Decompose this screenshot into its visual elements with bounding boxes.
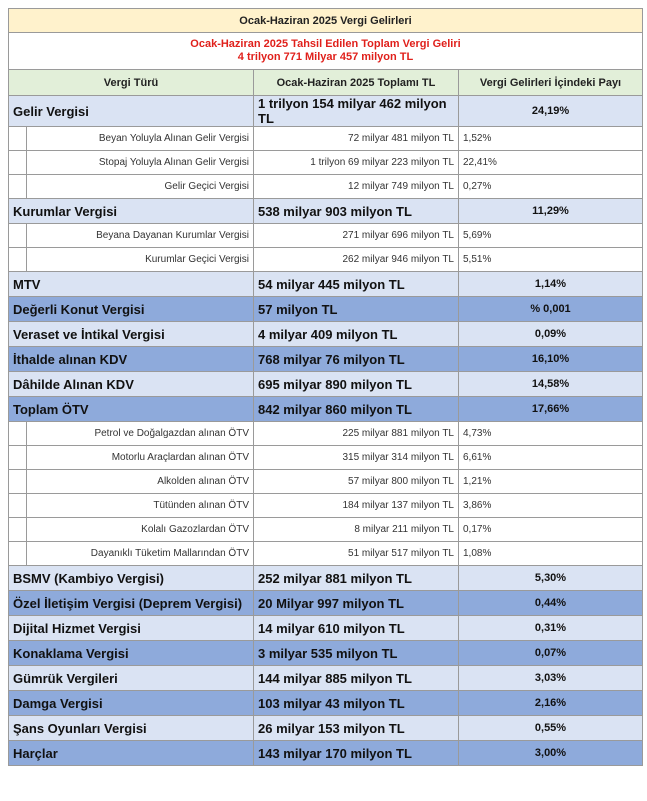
- summary-row: [9, 33, 643, 70]
- tax-row: [9, 272, 643, 297]
- indent-cell: [9, 518, 27, 542]
- tax-share: 1,14%: [459, 272, 643, 297]
- tax-share: 0,07%: [459, 641, 643, 666]
- tax-share: 17,66%: [459, 397, 643, 422]
- indent-cell: [9, 494, 27, 518]
- tax-name: Gelir Vergisi: [9, 96, 254, 127]
- tax-row: [9, 741, 643, 766]
- tax-subrow: [9, 224, 643, 248]
- subtax-amount: 12 milyar 749 milyon TL: [254, 175, 459, 199]
- tax-share: 24,19%: [459, 96, 643, 127]
- subtax-share: 6,61%: [459, 446, 643, 470]
- tax-amount: 54 milyar 445 milyon TL: [254, 272, 459, 297]
- indent-cell: [9, 151, 27, 175]
- tax-share: 0,09%: [459, 322, 643, 347]
- tax-row: [9, 691, 643, 716]
- indent-cell: [9, 175, 27, 199]
- subtax-name: Kolalı Gazozlardan ÖTV: [27, 518, 254, 542]
- tax-row: [9, 566, 643, 591]
- indent-cell: [9, 422, 27, 446]
- tax-name: BSMV (Kambiyo Vergisi): [9, 566, 254, 591]
- summary-label: Ocak-Haziran 2025 Tahsil Edilen Toplam Vergi Geliri: [190, 38, 461, 50]
- indent-cell: [9, 446, 27, 470]
- tax-row: [9, 641, 643, 666]
- tax-subrow: [9, 494, 643, 518]
- subtax-amount: 57 milyar 800 milyon TL: [254, 470, 459, 494]
- tax-amount: 103 milyar 43 milyon TL: [254, 691, 459, 716]
- subtax-name: Dayanıklı Tüketim Mallarından ÖTV: [27, 542, 254, 566]
- tax-amount: 4 milyar 409 milyon TL: [254, 322, 459, 347]
- subtax-amount: 184 milyar 137 milyon TL: [254, 494, 459, 518]
- tax-row: [9, 666, 643, 691]
- subtax-name: Beyan Yoluyla Alınan Gelir Vergisi: [27, 127, 254, 151]
- subtax-amount: 1 trilyon 69 milyar 223 milyon TL: [254, 151, 459, 175]
- tax-row: [9, 616, 643, 641]
- subtax-name: Beyana Dayanan Kurumlar Vergisi: [27, 224, 254, 248]
- table-body: [9, 9, 643, 766]
- tax-name: Toplam ÖTV: [9, 397, 254, 422]
- subtax-share: 3,86%: [459, 494, 643, 518]
- tax-share: % 0,001: [459, 297, 643, 322]
- tax-share: 0,31%: [459, 616, 643, 641]
- tax-share: 0,55%: [459, 716, 643, 741]
- tax-row: [9, 716, 643, 741]
- tax-row: [9, 372, 643, 397]
- title-row: [9, 9, 643, 33]
- subtax-share: 4,73%: [459, 422, 643, 446]
- tax-row: [9, 297, 643, 322]
- subtax-share: 0,27%: [459, 175, 643, 199]
- tax-row: [9, 347, 643, 372]
- tax-row: [9, 96, 643, 127]
- tax-name: Kurumlar Vergisi: [9, 199, 254, 224]
- tax-name: İthalde alınan KDV: [9, 347, 254, 372]
- subtax-share: 0,17%: [459, 518, 643, 542]
- subtax-amount: 51 milyar 517 milyon TL: [254, 542, 459, 566]
- tax-subrow: [9, 248, 643, 272]
- tax-share: 2,16%: [459, 691, 643, 716]
- tax-name: Damga Vergisi: [9, 691, 254, 716]
- tax-row: [9, 397, 643, 422]
- tax-amount: 20 Milyar 997 milyon TL: [254, 591, 459, 616]
- tax-amount: 143 milyar 170 milyon TL: [254, 741, 459, 766]
- tax-share: 5,30%: [459, 566, 643, 591]
- tax-amount: 768 milyar 76 milyon TL: [254, 347, 459, 372]
- header-share: Vergi Gelirleri İçindeki Payı: [459, 70, 643, 96]
- subtax-share: 1,08%: [459, 542, 643, 566]
- tax-name: Şans Oyunları Vergisi: [9, 716, 254, 741]
- tax-name: Konaklama Vergisi: [9, 641, 254, 666]
- tax-subrow: [9, 518, 643, 542]
- header-row: [9, 70, 643, 96]
- indent-cell: [9, 127, 27, 151]
- tax-amount: 3 milyar 535 milyon TL: [254, 641, 459, 666]
- indent-cell: [9, 470, 27, 494]
- subtax-share: 22,41%: [459, 151, 643, 175]
- tax-row: [9, 591, 643, 616]
- tax-subrow: [9, 151, 643, 175]
- subtax-amount: 271 milyar 696 milyon TL: [254, 224, 459, 248]
- tax-share: 0,44%: [459, 591, 643, 616]
- indent-cell: [9, 542, 27, 566]
- tax-subrow: [9, 542, 643, 566]
- tax-subrow: [9, 422, 643, 446]
- tax-row: [9, 199, 643, 224]
- indent-cell: [9, 224, 27, 248]
- tax-subrow: [9, 470, 643, 494]
- summary-total: 4 trilyon 771 Milyar 457 milyon TL: [237, 51, 414, 63]
- table-title: Ocak-Haziran 2025 Vergi Gelirleri: [9, 9, 643, 33]
- tax-share: 11,29%: [459, 199, 643, 224]
- tax-subrow: [9, 175, 643, 199]
- tax-name: Özel İletişim Vergisi (Deprem Vergisi): [9, 591, 254, 616]
- subtax-amount: 8 milyar 211 milyon TL: [254, 518, 459, 542]
- header-total: Ocak-Haziran 2025 Toplamı TL: [254, 70, 459, 96]
- subtax-name: Tütünden alınan ÖTV: [27, 494, 254, 518]
- tax-amount: 1 trilyon 154 milyar 462 milyon TL: [254, 96, 459, 127]
- tax-amount: 842 milyar 860 milyon TL: [254, 397, 459, 422]
- header-tax-type: Vergi Türü: [9, 70, 254, 96]
- tax-revenue-table: [8, 8, 643, 766]
- tax-name: Dâhilde Alınan KDV: [9, 372, 254, 397]
- tax-name: Gümrük Vergileri: [9, 666, 254, 691]
- tax-name: Dijital Hizmet Vergisi: [9, 616, 254, 641]
- subtax-share: 5,69%: [459, 224, 643, 248]
- subtax-amount: 225 milyar 881 milyon TL: [254, 422, 459, 446]
- subtax-amount: 72 milyar 481 milyon TL: [254, 127, 459, 151]
- tax-amount: 695 milyar 890 milyon TL: [254, 372, 459, 397]
- subtax-name: Petrol ve Doğalgazdan alınan ÖTV: [27, 422, 254, 446]
- subtax-amount: 262 milyar 946 milyon TL: [254, 248, 459, 272]
- tax-name: Değerli Konut Vergisi: [9, 297, 254, 322]
- summary-cell: [9, 33, 643, 70]
- tax-amount: 252 milyar 881 milyon TL: [254, 566, 459, 591]
- subtax-share: 1,21%: [459, 470, 643, 494]
- tax-subrow: [9, 127, 643, 151]
- subtax-name: Kurumlar Geçici Vergisi: [27, 248, 254, 272]
- tax-row: [9, 322, 643, 347]
- subtax-name: Gelir Geçici Vergisi: [27, 175, 254, 199]
- tax-amount: 144 milyar 885 milyon TL: [254, 666, 459, 691]
- tax-amount: 57 milyon TL: [254, 297, 459, 322]
- subtax-share: 5,51%: [459, 248, 643, 272]
- tax-share: 14,58%: [459, 372, 643, 397]
- tax-share: 16,10%: [459, 347, 643, 372]
- tax-share: 3,03%: [459, 666, 643, 691]
- subtax-name: Stopaj Yoluyla Alınan Gelir Vergisi: [27, 151, 254, 175]
- indent-cell: [9, 248, 27, 272]
- subtax-share: 1,52%: [459, 127, 643, 151]
- tax-share: 3,00%: [459, 741, 643, 766]
- subtax-name: Motorlu Araçlardan alınan ÖTV: [27, 446, 254, 470]
- subtax-amount: 315 milyar 314 milyon TL: [254, 446, 459, 470]
- subtax-name: Alkolden alınan ÖTV: [27, 470, 254, 494]
- tax-name: Harçlar: [9, 741, 254, 766]
- tax-name: MTV: [9, 272, 254, 297]
- tax-name: Veraset ve İntikal Vergisi: [9, 322, 254, 347]
- tax-subrow: [9, 446, 643, 470]
- tax-amount: 14 milyar 610 milyon TL: [254, 616, 459, 641]
- tax-amount: 538 milyar 903 milyon TL: [254, 199, 459, 224]
- tax-amount: 26 milyar 153 milyon TL: [254, 716, 459, 741]
